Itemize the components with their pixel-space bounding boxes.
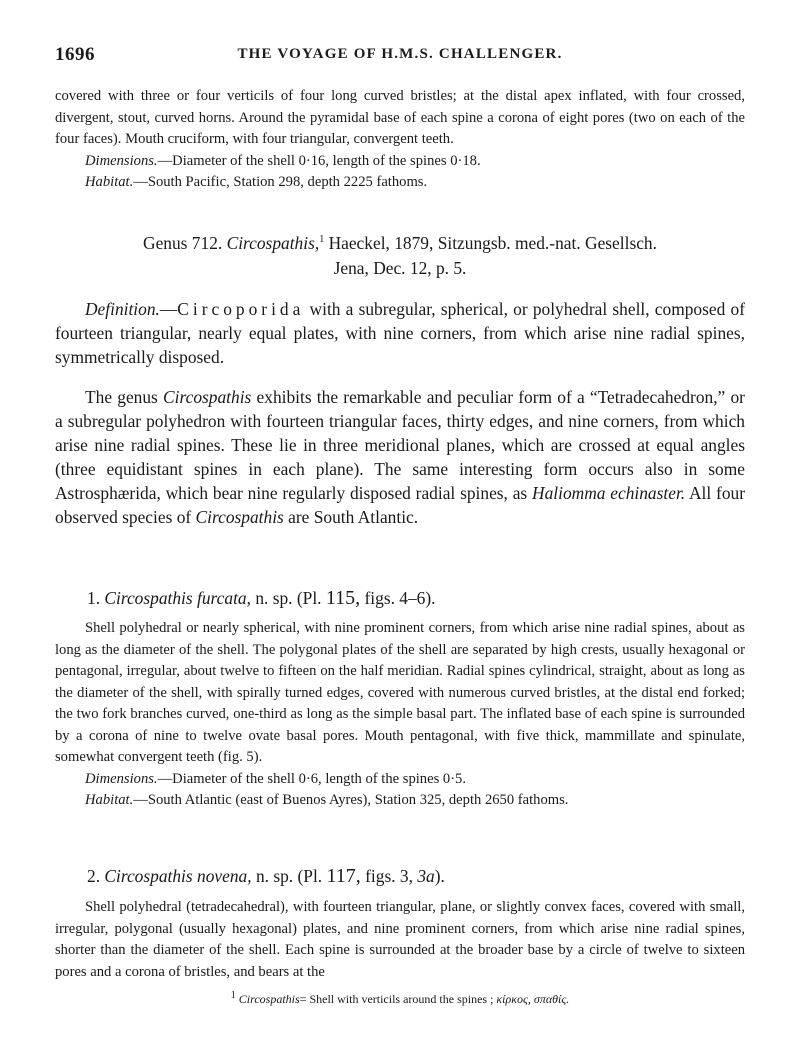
dimensions-text: —Diameter of the shell 0·16, length of the spines 0·18.: [157, 152, 481, 169]
footnote-text: = Shell with verticils around the spines ;: [299, 992, 494, 1006]
species-1-body: [55, 618, 745, 812]
species-name: Circospathis furcata,: [104, 588, 251, 608]
definition-label: Definition.: [85, 299, 160, 319]
genus-name: Circospathis,: [226, 233, 320, 253]
intro-habitat: [55, 172, 745, 194]
genus-prefix: Genus 712.: [143, 233, 223, 253]
intro-section: [55, 86, 745, 194]
species-dimensions: Dimensions.—Diameter of the shell 0·6, length of the spines 0·5.: [85, 770, 466, 787]
species-1-heading: [55, 586, 745, 610]
species-heading: 1. Circospathis furcata, n. sp. (Pl. 115, figs. 4–6).: [87, 587, 436, 609]
footnote-marker: 1: [319, 234, 325, 246]
species-reference: Haliomma echinaster.: [532, 483, 686, 503]
habitat-text: —South Pacific, Station 298, depth 2225 fathoms.: [133, 174, 428, 190]
genus-definition: [55, 297, 745, 369]
footnote: [55, 991, 745, 1007]
definition-paragraph: Definition.—Circoporida with a subregular, spherical, or polyhedral shell, composed of fourteen triangular, nearly equal plates, with nine corners, from which arise nine radial spines, symmetrically disposed.: [55, 299, 745, 367]
species-name: Circospathis novena,: [104, 866, 252, 886]
running-title: THE VOYAGE OF H.M.S. CHALLENGER.: [237, 46, 563, 62]
dimensions-label: Dimensions.: [85, 152, 158, 169]
intro-text: covered with three or four verticils of four long curved bristles; at the distal apex inflated, with four crossed, divergent, stout, curved horns. Around the pyramidal base of each spine a corona of eight pores (two on each of the four faces). Mouth cruciform, with four triangular, convergent teeth.: [55, 88, 745, 147]
genus-authority: Haeckel, 1879, Sitzungsb. med.-nat. Gesellsch.: [328, 233, 657, 253]
genus-heading-line2: Jena, Dec. 12, p. 5.: [333, 258, 467, 278]
footnote-number: 1: [230, 990, 236, 1001]
habitat-label: Habitat.: [85, 174, 134, 190]
page-number: 1696: [55, 44, 95, 65]
plate-number: 117,: [326, 865, 361, 887]
species-2-body: [55, 897, 745, 983]
species-2-heading: [55, 864, 745, 888]
plate-number: 115,: [325, 587, 361, 609]
footnote-greek: κίρκος, σπαθίς.: [496, 992, 570, 1006]
footnote-term: Circospathis: [238, 992, 300, 1006]
species-description: Shell polyhedral (tetradecahedral), with fourteen triangular, plane, or slightly convex faces, covered with small, irregular, polygonal (usually hexagonal) plates, and nine prominent corners, from which arise nine radial spines, shorter than the diameter of the shell. Each spine is surrounded at the broader base by a circle of twelve to sixteen pores and a corona of bristles, and bears at the: [55, 899, 745, 980]
page-header: [55, 44, 745, 68]
family-name: Circoporida: [177, 299, 305, 319]
genus-description: The genus Circospathis exhibits the remarkable and peculiar form of a “Tetradecahedron,” or a subregular polyhedron with fourteen triangular faces, thirty edges, and nine corners, from which arise nine radial spines. These lie in three meridional planes, which are crossed at equal angles (three equidistant spines in each plane). The same interesting form occurs also in some Astrosphærida, which bear nine regularly disposed radial spines, as Haliomma echinaster. All four observed species of Circospathis are South Atlantic.: [55, 387, 746, 527]
species-habitat: Habitat.—South Atlantic (east of Buenos Ayres), Station 325, depth 2650 fathoms.: [85, 792, 569, 808]
genus-heading: [55, 231, 745, 281]
species-heading: 2. Circospathis novena, n. sp. (Pl. 117, figs. 3, 3a).: [87, 865, 445, 887]
intro-dimensions: [55, 151, 745, 173]
genus-heading-line1: [55, 231, 745, 256]
species-description: Shell polyhedral or nearly spherical, with nine prominent corners, from which arise nine radial spines, about as long as the diameter of the shell. The polygonal plates of the shell are separated by high crests, usually hexagonal or pentagonal, irregular, about twelve to fifteen on the half meridian. Radial spines cylindrical, straight, about as long as the diameter of the shell, with spirally turned edges, covered with numerous curved bristles, at the distal end forked; the two fork branches curved, one-third as long as the simple basal part. The inflated base of each spine is surrounded by a corona of nine to twelve ovate basal pores. Mouth pentagonal, with five thick, mammillate and spinulate, somewhat convergent teeth (fig. 5).: [55, 620, 745, 765]
genus-paragraph: [55, 385, 745, 529]
